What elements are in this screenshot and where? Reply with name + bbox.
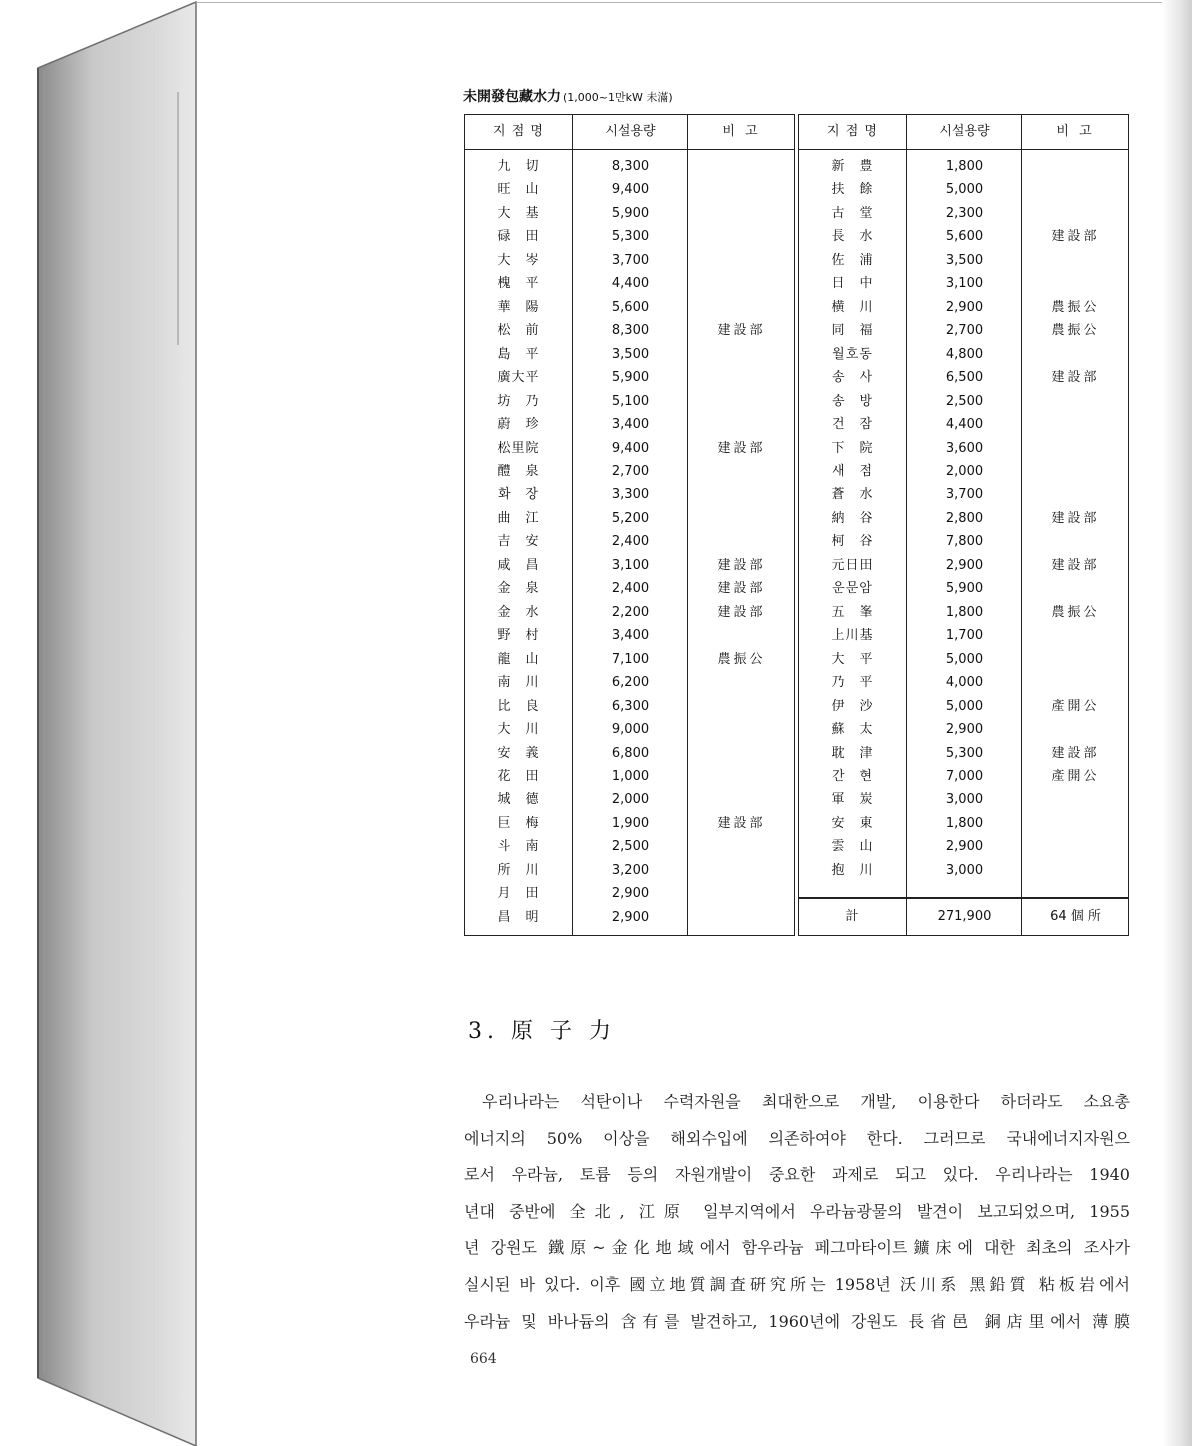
section-title: 3. 原 子 力 (468, 1019, 616, 1044)
table-row (799, 225, 1128, 249)
location-name: 松里院 (497, 440, 540, 456)
note-value (1023, 530, 1128, 554)
note-value (689, 835, 794, 859)
capacity-value: 2,000 (945, 463, 984, 479)
location-name: 大 基 (497, 205, 540, 221)
table-row (799, 648, 1128, 672)
note-value (689, 742, 794, 766)
table-row (465, 718, 794, 742)
table-row (465, 812, 794, 836)
note-value: 農振公 (717, 651, 766, 667)
capacity-value: 5,200 (611, 510, 650, 526)
header-location-name: 지 점 명 (493, 124, 544, 139)
location-name: 安 東 (831, 815, 874, 831)
capacity-value: 5,600 (611, 299, 650, 315)
table-row (465, 648, 794, 672)
capacity-value: 2,200 (611, 604, 650, 620)
location-name: 새 점 (831, 463, 874, 479)
note-value (1023, 859, 1128, 883)
table-row (799, 437, 1128, 461)
note-value (689, 296, 794, 320)
table-row (465, 437, 794, 461)
note-value (1023, 155, 1128, 179)
location-name: 扶 餘 (831, 182, 874, 198)
table-row (465, 859, 794, 883)
location-name: 蘇 太 (831, 722, 874, 738)
location-name: 花 田 (497, 768, 540, 784)
note-value: 建設部 (717, 581, 766, 597)
note-value: 建設部 (1051, 229, 1100, 245)
location-name: 雲 山 (831, 839, 874, 855)
note-value (689, 530, 794, 554)
table-row (465, 366, 794, 390)
location-name: 所 川 (497, 862, 540, 878)
capacity-value: 9,400 (611, 182, 650, 198)
capacity-value: 2,900 (945, 299, 984, 315)
location-name: 大 岑 (497, 252, 540, 268)
capacity-value: 5,300 (611, 229, 650, 245)
table-row (465, 483, 794, 507)
location-name: 蒼 水 (831, 487, 874, 503)
body-paragraph (464, 1088, 1130, 1344)
capacity-value: 2,700 (945, 323, 984, 339)
capacity-value: 3,500 (945, 252, 984, 268)
page-border (196, 2, 1192, 3)
table-row (465, 882, 794, 906)
header-note: 비 고 (722, 124, 761, 139)
table-row (799, 178, 1128, 202)
capacity-value: 2,900 (611, 909, 650, 925)
location-name: 南 川 (497, 675, 540, 691)
location-name: 月 田 (497, 886, 540, 902)
note-value (689, 249, 794, 273)
table-row (465, 624, 794, 648)
total-row (799, 899, 1128, 934)
location-name: 斗 南 (497, 839, 540, 855)
note-value (1023, 178, 1128, 202)
table-row (465, 601, 794, 625)
note-value (689, 272, 794, 296)
table-row (465, 742, 794, 766)
location-name: 화 장 (497, 487, 540, 503)
note-value: 產開公 (1051, 698, 1100, 714)
note-value (1023, 460, 1128, 484)
location-name: 간 현 (831, 768, 874, 784)
table-row (465, 155, 794, 179)
table-row (465, 460, 794, 484)
capacity-value: 2,500 (611, 839, 650, 855)
note-value (689, 695, 794, 719)
location-name: 五 峯 (831, 604, 874, 620)
capacity-value: 2,000 (611, 792, 650, 808)
header-capacity: 시설용량 (939, 124, 990, 139)
header-capacity: 시설용량 (605, 124, 656, 139)
table-row (799, 695, 1128, 719)
location-name: 古 堂 (831, 205, 874, 221)
note-value (689, 178, 794, 202)
note-value (1023, 718, 1128, 742)
capacity-value: 1,700 (945, 628, 984, 644)
note-value (1023, 390, 1128, 414)
note-value (1023, 788, 1128, 812)
note-value (1023, 624, 1128, 648)
location-name: 金 水 (497, 604, 540, 620)
table-caption-unit: (1,000~1만kW 未滿) (563, 91, 673, 104)
capacity-value: 5,100 (611, 393, 650, 409)
table-row (799, 272, 1128, 296)
table-row (799, 460, 1128, 484)
note-value (689, 859, 794, 883)
body-line: 우라늄 및 바나듐의 含有를 발견하고, 1960년에 강원도 長省邑 銅店里에서 薄膜 (464, 1311, 1130, 1331)
note-value (1023, 812, 1128, 836)
table-row (799, 554, 1128, 578)
table-row (799, 624, 1128, 648)
body-line: 년 강원도 鐵原~金化地域에서 함우라늄 페그마타이트鑛床에 대한 최초의 조사가 (464, 1238, 1130, 1258)
note-value: 建設部 (717, 440, 766, 456)
table-row (465, 765, 794, 789)
table-row (465, 319, 794, 343)
note-value (1023, 835, 1128, 859)
table-row (799, 577, 1128, 601)
capacity-value: 8,300 (611, 323, 650, 339)
table-row (799, 413, 1128, 437)
capacity-value: 3,100 (611, 557, 650, 573)
location-name: 佐 浦 (831, 252, 874, 268)
location-name: 廣大平 (497, 370, 540, 386)
location-name: 大 平 (831, 651, 874, 667)
capacity-value: 3,700 (945, 487, 984, 503)
table-row (799, 671, 1128, 695)
table-row (799, 765, 1128, 789)
capacity-value: 5,900 (611, 205, 650, 221)
location-name: 송 방 (831, 393, 874, 409)
table-row (465, 413, 794, 437)
location-name: 柯 谷 (831, 534, 874, 550)
note-value: 建設部 (717, 557, 766, 573)
note-value (689, 460, 794, 484)
location-name: 운문암 (832, 581, 873, 597)
table-row (799, 835, 1128, 859)
table-row (799, 319, 1128, 343)
table-caption-title: 未開發包藏水力 (463, 89, 561, 105)
note-value (689, 882, 794, 906)
total-capacity: 271,900 (937, 909, 992, 924)
location-name: 乃 平 (831, 675, 874, 691)
table-header-row (465, 115, 794, 150)
note-value (689, 343, 794, 367)
location-name: 槐 平 (497, 276, 540, 292)
capacity-value: 2,700 (611, 463, 650, 479)
location-name: 吉 安 (497, 534, 540, 550)
capacity-value: 3,000 (945, 862, 984, 878)
table-row (799, 859, 1128, 883)
location-name: 横 川 (831, 299, 874, 315)
body-line: 년대 중반에 全北, 江原 일부지역에서 우라늄광물의 발견이 보고되었으며, 1955 (464, 1201, 1130, 1221)
note-value (689, 906, 794, 930)
location-name: 昌 明 (497, 909, 540, 925)
note-value: 農振公 (1051, 604, 1100, 620)
location-name: 城 德 (497, 792, 540, 808)
note-value (689, 366, 794, 390)
hydro-table-left (464, 114, 795, 936)
table-row (465, 554, 794, 578)
capacity-value: 7,100 (611, 651, 650, 667)
table-row (799, 202, 1128, 226)
table-row (799, 718, 1128, 742)
capacity-value: 3,700 (611, 252, 650, 268)
note-value (689, 671, 794, 695)
location-name: 松 前 (497, 323, 540, 339)
table-row (465, 272, 794, 296)
location-name: 巨 梅 (497, 815, 540, 831)
note-value: 建設部 (1051, 510, 1100, 526)
location-name: 蔚 珍 (497, 417, 540, 433)
table-row (465, 202, 794, 226)
location-name: 納 谷 (831, 510, 874, 526)
table-row (465, 178, 794, 202)
table-row (799, 507, 1128, 531)
note-value (689, 202, 794, 226)
capacity-value: 3,500 (611, 346, 650, 362)
capacity-value: 1,800 (945, 159, 984, 174)
note-value: 農振公 (1051, 299, 1100, 315)
table-row (465, 249, 794, 273)
capacity-value: 1,800 (945, 815, 984, 831)
capacity-value: 2,900 (945, 722, 984, 738)
note-value: 建設部 (1051, 557, 1100, 573)
note-value: 建設部 (1051, 370, 1100, 386)
capacity-value: 2,400 (611, 581, 650, 597)
body-line: 에너지의 50% 이상을 해외수입에 의존하여야 한다. 그러므로 국내에너지자원으 (464, 1128, 1130, 1148)
table-row (465, 296, 794, 320)
note-value: 農振公 (1051, 323, 1100, 339)
body-line: 우리나라는 석탄이나 수력자원을 최대한으로 개발, 이용한다 하더라도 소요총 (482, 1092, 1130, 1111)
table-row (465, 343, 794, 367)
capacity-value: 5,900 (945, 581, 984, 597)
location-name: 日 中 (831, 276, 874, 292)
location-name: 龍 山 (497, 651, 540, 667)
note-value: 建設部 (1051, 745, 1100, 761)
location-name: 元日田 (831, 557, 874, 573)
location-name: 新 豊 (831, 159, 874, 174)
note-value (1023, 648, 1128, 672)
capacity-value: 5,300 (945, 745, 984, 761)
note-value (1023, 413, 1128, 437)
table-header-row (799, 115, 1128, 150)
location-name: 島 平 (497, 346, 540, 362)
location-name: 건 잠 (831, 417, 874, 433)
note-value: 建設部 (717, 323, 766, 339)
location-name: 比 良 (497, 698, 540, 714)
capacity-value: 3,200 (611, 862, 650, 878)
hydro-table-right (798, 114, 1129, 936)
capacity-value: 2,800 (945, 510, 984, 526)
table-row (465, 577, 794, 601)
note-value (1023, 343, 1128, 367)
note-value (1023, 272, 1128, 296)
table-row (465, 225, 794, 249)
capacity-value: 4,400 (611, 276, 650, 292)
capacity-value: 3,400 (611, 628, 650, 644)
table-row (799, 601, 1128, 625)
note-value (1023, 671, 1128, 695)
location-name: 耽 津 (831, 745, 874, 761)
location-name: 송 사 (831, 370, 874, 386)
capacity-value: 2,900 (611, 886, 650, 902)
capacity-value: 2,500 (945, 393, 984, 409)
capacity-value: 4,400 (945, 417, 984, 433)
table-row (799, 812, 1128, 836)
table-row (465, 390, 794, 414)
location-name: 同 福 (831, 323, 874, 339)
table-row (799, 296, 1128, 320)
capacity-value: 5,600 (945, 229, 984, 245)
capacity-value: 6,300 (611, 698, 650, 714)
table-row (799, 530, 1128, 554)
note-value (689, 624, 794, 648)
note-value (689, 155, 794, 179)
note-value (1023, 437, 1128, 461)
location-name: 金 泉 (497, 581, 540, 597)
capacity-value: 6,200 (611, 675, 650, 691)
location-name: 曲 江 (497, 510, 540, 526)
capacity-value: 1,000 (611, 768, 650, 784)
capacity-value: 5,000 (945, 651, 984, 667)
capacity-value: 2,400 (611, 534, 650, 550)
capacity-value: 2,900 (945, 839, 984, 855)
table-row (799, 155, 1128, 179)
location-name: 安 義 (497, 745, 540, 761)
table-row (465, 507, 794, 531)
capacity-value: 1,800 (945, 604, 984, 620)
table-row (799, 343, 1128, 367)
note-value (689, 788, 794, 812)
capacity-value: 1,900 (611, 815, 650, 831)
capacity-value: 6,800 (611, 745, 650, 761)
location-name: 旺 山 (497, 182, 540, 198)
note-value (689, 390, 794, 414)
table-row (799, 742, 1128, 766)
note-value: 產開公 (1051, 768, 1100, 784)
table-row (465, 788, 794, 812)
note-value (689, 718, 794, 742)
capacity-value: 3,300 (611, 487, 650, 503)
capacity-value: 5,900 (611, 370, 650, 386)
location-name: 월호동 (832, 346, 873, 362)
location-name: 伊 沙 (831, 698, 874, 714)
capacity-value: 4,800 (945, 346, 984, 362)
capacity-value: 4,000 (945, 675, 984, 691)
capacity-value: 2,900 (945, 557, 984, 573)
table-row (799, 249, 1128, 273)
capacity-value: 3,000 (945, 792, 984, 808)
location-name: 華 陽 (497, 299, 540, 315)
location-name: 野 村 (497, 628, 540, 644)
capacity-value: 3,400 (611, 417, 650, 433)
capacity-value: 2,300 (945, 205, 984, 221)
capacity-value: 8,300 (611, 159, 650, 174)
location-name: 上川基 (831, 628, 874, 644)
table-row (799, 366, 1128, 390)
note-value (689, 413, 794, 437)
header-note: 비 고 (1056, 124, 1095, 139)
note-value (689, 483, 794, 507)
capacity-value: 7,800 (945, 534, 984, 550)
table-row (799, 483, 1128, 507)
location-name: 軍 炭 (831, 792, 874, 808)
body-line: 로서 우라늄, 토륨 등의 자원개발이 중요한 과제로 되고 있다. 우리나라는 1940 (464, 1165, 1130, 1185)
table-row (799, 390, 1128, 414)
total-label: 計 (845, 909, 860, 924)
capacity-value: 6,500 (945, 370, 984, 386)
location-name: 下 院 (831, 440, 874, 456)
note-value (689, 507, 794, 531)
note-value (1023, 249, 1128, 273)
location-name: 碌 田 (497, 229, 540, 245)
capacity-value: 9,400 (611, 440, 650, 456)
page-gutter-shadow (1162, 0, 1192, 1446)
total-note: 64 個 所 (1050, 909, 1101, 924)
table-caption (463, 86, 673, 106)
note-value: 建設部 (717, 815, 766, 831)
note-value (1023, 577, 1128, 601)
table-row (465, 695, 794, 719)
table-row (799, 788, 1128, 812)
capacity-value: 3,600 (945, 440, 984, 456)
body-line: 실시된 바 있다. 이후 國立地質調査硏究所는 1958년 沃川系 黑鉛質 粘板岩에서 (464, 1274, 1130, 1294)
table-row (465, 671, 794, 695)
note-value (689, 765, 794, 789)
note-value: 建設部 (717, 604, 766, 620)
page-number: 664 (470, 1351, 497, 1367)
table-row (465, 530, 794, 554)
location-name: 坊 乃 (497, 393, 540, 409)
capacity-value: 7,000 (945, 768, 984, 784)
location-name: 長 水 (831, 229, 874, 245)
note-value (1023, 483, 1128, 507)
location-name: 抱 川 (831, 862, 874, 878)
table-row (465, 906, 794, 930)
capacity-value: 5,000 (945, 182, 984, 198)
capacity-value: 9,000 (611, 722, 650, 738)
location-name: 九 切 (497, 159, 540, 174)
note-value (1023, 202, 1128, 226)
location-name: 大 川 (497, 722, 540, 738)
book-edge-shading (0, 0, 200, 1446)
note-value (689, 225, 794, 249)
table-row (465, 835, 794, 859)
location-name: 醴 泉 (497, 463, 540, 479)
capacity-value: 3,100 (945, 276, 984, 292)
capacity-value: 5,000 (945, 698, 984, 714)
location-name: 咸 昌 (497, 557, 540, 573)
header-location-name: 지 점 명 (827, 124, 878, 139)
